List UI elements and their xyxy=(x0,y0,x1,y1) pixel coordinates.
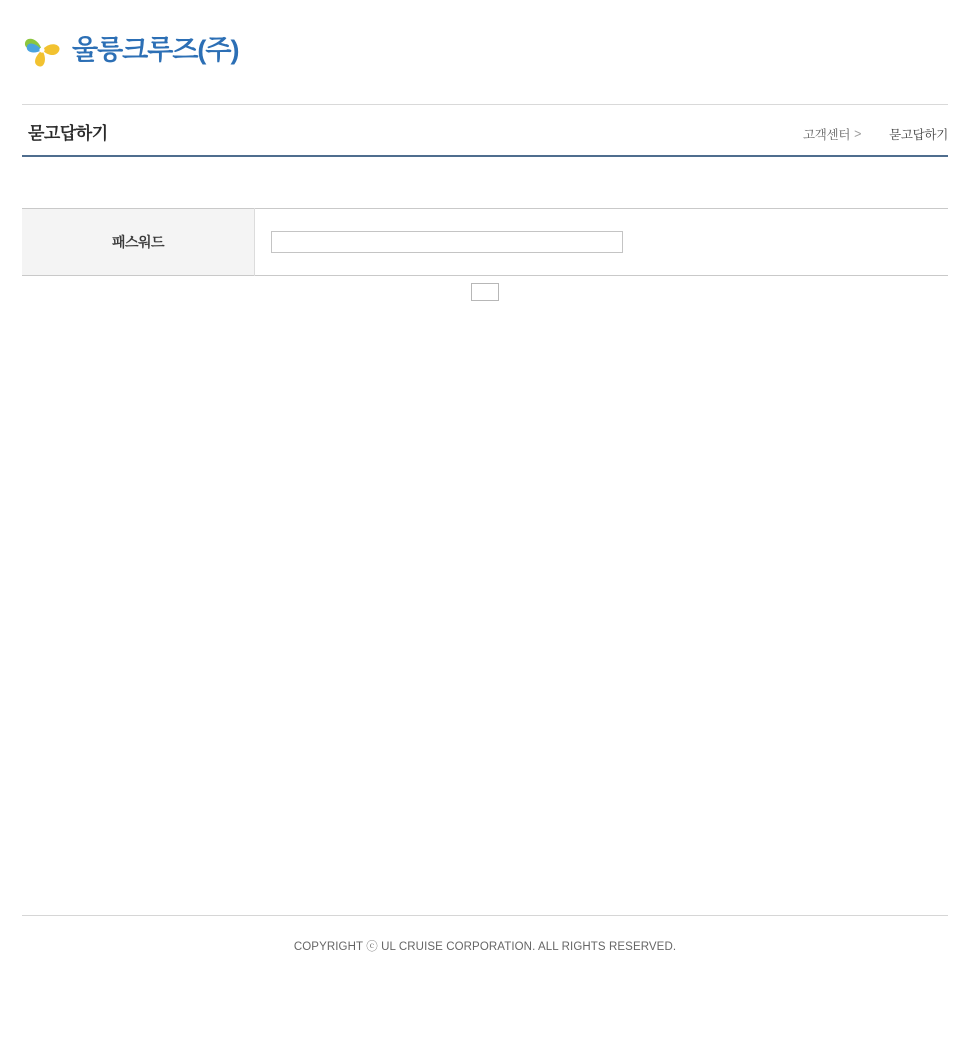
brand-name-suffix: (주) xyxy=(197,34,239,65)
breadcrumb xyxy=(803,125,948,143)
copyright-text: COPYRIGHT ⓒ UL CRUISE CORPORATION. ALL RIGHTS RESERVED. xyxy=(293,941,677,953)
site-footer xyxy=(22,915,948,954)
page-titlebar xyxy=(22,104,948,157)
main-content xyxy=(22,157,948,305)
password-input[interactable] xyxy=(271,231,623,253)
breadcrumb-item-current: 묻고답하기 xyxy=(889,128,948,142)
brand-name xyxy=(72,34,239,65)
site-logo[interactable] xyxy=(22,28,239,72)
submit-button[interactable] xyxy=(471,283,499,301)
password-field-cell xyxy=(255,209,949,276)
password-label: 패스워드 xyxy=(22,209,255,276)
breadcrumb-separator-icon: > xyxy=(854,127,862,141)
table-row xyxy=(22,209,948,276)
breadcrumb-item-root[interactable]: 고객센터 xyxy=(803,128,851,142)
page-title: 묻고답하기 xyxy=(28,124,108,143)
site-header xyxy=(0,0,970,104)
pinwheel-flower-logo-icon xyxy=(22,28,62,72)
form-actions xyxy=(22,283,948,305)
content-spacer xyxy=(22,157,948,208)
brand-name-text: 울릉크루즈 xyxy=(72,34,198,65)
password-form-table xyxy=(22,208,948,276)
